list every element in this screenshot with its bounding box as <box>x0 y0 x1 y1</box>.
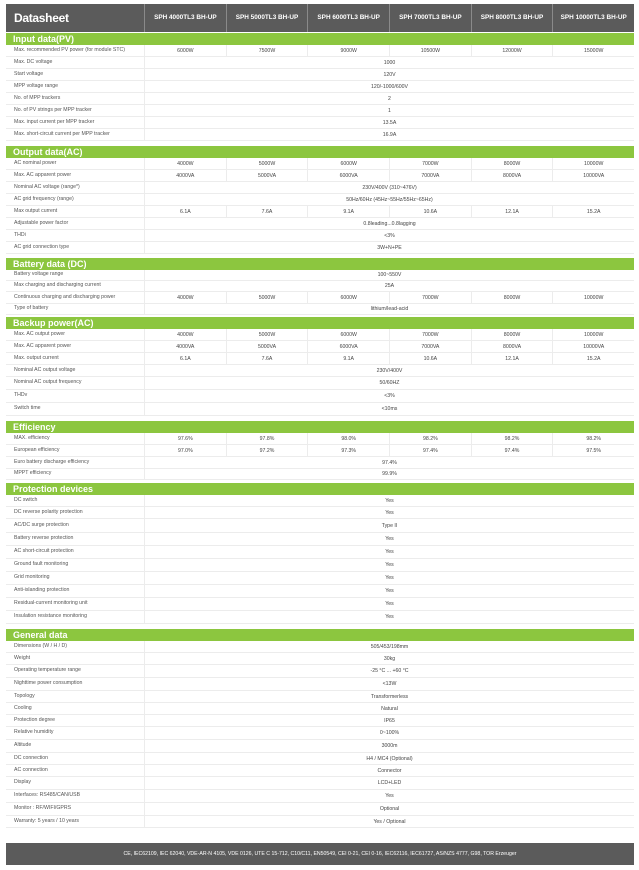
table-row <box>6 365 634 377</box>
row-value: 1000 <box>144 57 634 68</box>
table-row <box>6 433 634 445</box>
row-label: MAX. efficiency <box>14 434 50 441</box>
row-value: 0~100% <box>144 727 634 739</box>
table-row <box>6 182 634 194</box>
section-header: Input data(PV) <box>6 33 634 45</box>
row-label: AC connection <box>14 766 48 773</box>
row-value: 15.2A <box>552 353 634 364</box>
model-column-header: SPH 10000TL3 BH-UP <box>552 4 634 32</box>
table-row <box>6 691 634 703</box>
row-value: 4000W <box>144 158 226 169</box>
row-value: 97.0% <box>144 445 226 456</box>
row-value: Yes <box>144 546 634 558</box>
table-row <box>6 329 634 341</box>
row-label: DC reverse polarity protection <box>14 508 83 515</box>
row-value: Yes <box>144 507 634 518</box>
table-row <box>6 353 634 365</box>
table-row <box>6 572 634 585</box>
section-input-pv <box>6 33 634 141</box>
table-row <box>6 377 634 390</box>
row-label: Topology <box>14 692 35 699</box>
sections-container <box>6 33 634 828</box>
table-row <box>6 546 634 559</box>
row-label: Start voltage <box>14 70 44 77</box>
table-row <box>6 653 634 665</box>
row-value: 4000VA <box>144 341 226 352</box>
row-value: Connector <box>144 765 634 776</box>
row-label: Nighttime power consumption <box>14 680 83 687</box>
table-row <box>6 727 634 740</box>
row-value: IP65 <box>144 715 634 726</box>
table-row <box>6 777 634 790</box>
section-header: Battery data (DC) <box>6 258 634 270</box>
row-label: Relative humidity <box>14 729 54 736</box>
row-value: 98.0% <box>307 433 389 444</box>
row-label: Battery voltage range <box>14 271 64 278</box>
table-row <box>6 753 634 765</box>
table-row <box>6 69 634 81</box>
row-value: Transformerless <box>144 691 634 702</box>
row-value: 10500W <box>389 45 471 56</box>
row-value: 7500W <box>226 45 308 56</box>
row-label: Max. output current <box>14 354 59 361</box>
row-value: 97.5% <box>552 445 634 456</box>
table-row <box>6 117 634 129</box>
row-value: 97.2% <box>226 445 308 456</box>
table-row <box>6 445 634 457</box>
table-row <box>6 533 634 546</box>
row-value: 5000VA <box>226 170 308 181</box>
row-label: Insulation resistance monitoring <box>14 613 87 620</box>
row-label: Switch time <box>14 405 41 412</box>
row-value: 10000W <box>552 292 634 303</box>
row-value: 3000m <box>144 740 634 752</box>
table-row <box>6 765 634 777</box>
row-label: Max. DC voltage <box>14 58 53 65</box>
row-value: 7000W <box>389 292 471 303</box>
row-label: Max. recommended PV power (for module STC) <box>14 46 125 53</box>
section-header: General data <box>6 629 634 641</box>
row-label: DC connection <box>14 754 49 761</box>
model-column-header: SPH 5000TL3 BH-UP <box>226 4 308 32</box>
table-row <box>6 403 634 416</box>
row-value: 6000VA <box>307 170 389 181</box>
row-value: Type II <box>144 519 634 532</box>
row-label: DC switch <box>14 496 38 503</box>
row-value: 4000W <box>144 292 226 303</box>
row-label: Max output current <box>14 207 58 214</box>
row-value: 8000VA <box>471 170 553 181</box>
row-value: 5000VA <box>226 341 308 352</box>
row-label: Max. AC apparent power <box>14 171 72 178</box>
row-value: 10000VA <box>552 341 634 352</box>
row-value: 98.2% <box>389 433 471 444</box>
table-row <box>6 495 634 507</box>
row-value: Yes / Optional <box>144 816 634 827</box>
table-row <box>6 281 634 292</box>
row-label: AC grid connection type <box>14 243 70 250</box>
table-row <box>6 170 634 182</box>
row-label: Ground fault monitoring <box>14 561 69 568</box>
row-value: 10.6A <box>389 353 471 364</box>
row-value: 30kg <box>144 653 634 664</box>
row-value: 5000W <box>226 158 308 169</box>
row-value: 100~550V <box>144 270 634 280</box>
table-row <box>6 816 634 828</box>
row-value: 97.3% <box>307 445 389 456</box>
table-row <box>6 703 634 715</box>
section-header: Efficiency <box>6 421 634 433</box>
table-row <box>6 218 634 230</box>
row-label: AC grid frequency (range) <box>14 195 74 202</box>
row-label: Weight <box>14 654 31 661</box>
row-value: Yes <box>144 598 634 610</box>
table-row <box>6 230 634 242</box>
row-label: Max. AC apparent power <box>14 342 72 349</box>
row-value: Yes <box>144 611 634 623</box>
row-value: 0.8leading...0.8lagging <box>144 218 634 229</box>
row-label: Adjustable power factor <box>14 219 69 226</box>
row-label: Battery reverse protection <box>14 535 74 542</box>
row-value: 8000W <box>471 292 553 303</box>
row-label: Max. AC output power <box>14 330 66 337</box>
row-value: 1 <box>144 105 634 116</box>
row-label: Euro battery discharge efficiency <box>14 458 90 465</box>
row-label: Nominal AC output frequency <box>14 379 82 386</box>
row-value: -25 °C ... +60 °C <box>144 665 634 677</box>
row-value: 50Hz/60Hz (45Hz~55Hz/55Hz~65Hz) <box>144 194 634 205</box>
table-row <box>6 740 634 753</box>
table-row <box>6 715 634 727</box>
row-value: 4000W <box>144 329 226 340</box>
row-value: 6000W <box>307 292 389 303</box>
row-value: 6000W <box>144 45 226 56</box>
row-label: European efficiency <box>14 446 60 453</box>
row-value: 7000VA <box>389 170 471 181</box>
row-value: Yes <box>144 533 634 545</box>
row-value: 9.1A <box>307 206 389 217</box>
row-label: Display <box>14 779 32 786</box>
row-value: 10000W <box>552 329 634 340</box>
row-value: 15000W <box>552 45 634 56</box>
row-value: 120V <box>144 69 634 80</box>
table-row <box>6 81 634 93</box>
row-value: 8000W <box>471 158 553 169</box>
row-value: 3W+N+PE <box>144 242 634 253</box>
table-row <box>6 678 634 691</box>
model-column-header: SPH 6000TL3 BH-UP <box>307 4 389 32</box>
row-value: <13W <box>144 678 634 690</box>
table-row <box>6 194 634 206</box>
table-row <box>6 585 634 598</box>
row-value: Natural <box>144 703 634 714</box>
row-label: Monitor : RF/WIFI/GPRS <box>14 805 72 812</box>
table-row <box>6 559 634 572</box>
datasheet-table <box>6 4 634 828</box>
row-value: 97.8% <box>226 433 308 444</box>
row-label: AC/DC surge protection <box>14 521 69 528</box>
row-value: 98.2% <box>552 433 634 444</box>
row-label: MPP voltage range <box>14 82 59 89</box>
row-value: 6000VA <box>307 341 389 352</box>
row-value: 25A <box>144 281 634 291</box>
table-row <box>6 242 634 254</box>
row-value: 13.5A <box>144 117 634 128</box>
table-row <box>6 469 634 480</box>
section-header: Protection devices <box>6 483 634 495</box>
section-output-ac <box>6 146 634 254</box>
row-value: 5000W <box>226 292 308 303</box>
row-value: Optional <box>144 803 634 815</box>
section-header: Backup power(AC) <box>6 317 634 329</box>
table-row <box>6 457 634 469</box>
table-row <box>6 790 634 803</box>
section-battery-dc <box>6 258 634 315</box>
row-label: AC short-circuit protection <box>14 548 74 555</box>
table-row <box>6 598 634 611</box>
row-value: 120/-1000/600V <box>144 81 634 92</box>
table-row <box>6 57 634 69</box>
row-value: 12.1A <box>471 206 553 217</box>
row-value: <3% <box>144 390 634 402</box>
row-label: Interfaces: RS485/CAN/USB <box>14 792 81 799</box>
row-value: Yes <box>144 559 634 571</box>
row-value: 10000VA <box>552 170 634 181</box>
row-label: Nominal AC output voltage <box>14 366 76 373</box>
row-value: 99.9% <box>144 469 634 479</box>
row-label: Max. short-circuit current per MPP tracker <box>14 130 110 137</box>
table-row <box>6 507 634 519</box>
row-value: 7000VA <box>389 341 471 352</box>
row-value: 10000W <box>552 158 634 169</box>
row-value: 97.6% <box>144 433 226 444</box>
row-label: No. of MPP trackers <box>14 94 61 101</box>
row-label: No. of PV strings per MPP tracker <box>14 106 92 113</box>
row-value: 10.6A <box>389 206 471 217</box>
row-value: 97.4% <box>144 457 634 468</box>
row-value: 9.1A <box>307 353 389 364</box>
row-label: THDi <box>14 231 26 238</box>
row-value: 7.6A <box>226 206 308 217</box>
row-value: 6000W <box>307 158 389 169</box>
table-header <box>6 4 634 32</box>
table-row <box>6 611 634 624</box>
row-label: Operating temperature range <box>14 667 81 674</box>
row-value: 97.4% <box>471 445 553 456</box>
model-column-header: SPH 7000TL3 BH-UP <box>389 4 471 32</box>
section-backup-power <box>6 317 634 416</box>
row-value: Yes <box>144 585 634 597</box>
row-value: <10ms <box>144 403 634 415</box>
row-value: 8000VA <box>471 341 553 352</box>
table-row <box>6 270 634 281</box>
row-value: 6.1A <box>144 206 226 217</box>
row-value: LCD+LED <box>144 777 634 789</box>
row-value: 16.9A <box>144 129 634 140</box>
row-value: 98.2% <box>471 433 553 444</box>
table-row <box>6 45 634 57</box>
row-label: Cooling <box>14 704 32 711</box>
row-value: 2 <box>144 93 634 104</box>
row-label: MPPT efficiency <box>14 470 52 477</box>
table-row <box>6 390 634 403</box>
row-value: 4000VA <box>144 170 226 181</box>
row-label: AC nominal power <box>14 159 57 166</box>
row-value: 12000W <box>471 45 553 56</box>
row-value: 5000W <box>226 329 308 340</box>
table-row <box>6 158 634 170</box>
row-label: Altitude <box>14 742 32 749</box>
row-value: 6.1A <box>144 353 226 364</box>
row-value: <3% <box>144 230 634 241</box>
section-efficiency <box>6 421 634 480</box>
row-label: Warranty: 5 years / 10 years <box>14 817 79 824</box>
table-row <box>6 341 634 353</box>
row-value: H4 / MC4 (Optional) <box>144 753 634 764</box>
row-value: 9000W <box>307 45 389 56</box>
row-value: 7000W <box>389 329 471 340</box>
row-label: THDv <box>14 392 28 399</box>
row-value: lithium/lead-acid <box>144 304 634 314</box>
row-value: 6000W <box>307 329 389 340</box>
row-value: 97.4% <box>389 445 471 456</box>
table-row <box>6 93 634 105</box>
table-row <box>6 665 634 678</box>
row-value: 505/453/198mm <box>144 641 634 652</box>
row-label: Anti-islanding protection <box>14 587 70 594</box>
row-value: 7.6A <box>226 353 308 364</box>
model-column-header: SPH 8000TL3 BH-UP <box>471 4 553 32</box>
row-value: Yes <box>144 572 634 584</box>
table-row <box>6 519 634 533</box>
row-value: Yes <box>144 790 634 802</box>
row-value: 230V/400V (310~476V) <box>144 182 634 193</box>
section-header: Output data(AC) <box>6 146 634 158</box>
row-value: 15.2A <box>552 206 634 217</box>
row-value: 7000W <box>389 158 471 169</box>
table-row <box>6 105 634 117</box>
table-row <box>6 206 634 218</box>
row-label: Residual-current monitoring unit <box>14 600 88 607</box>
row-label: Grid monitoring <box>14 574 50 581</box>
row-label: Max charging and discharging current <box>14 282 101 289</box>
table-row <box>6 292 634 304</box>
table-row <box>6 129 634 141</box>
certifications-footer: CE, IEC62109, IEC 62040, VDE-AR-N 4105, VDE 0126, UTE C 15-712, C10/C11, EN50549, CEI 0-21, CEI 0-16, IEC62116, IEC61727, AS/NZS 4777, G98, TOR Erzeuger <box>6 843 634 865</box>
table-row <box>6 641 634 653</box>
row-value: Yes <box>144 495 634 506</box>
row-label: Nominal AC voltage (range*) <box>14 183 80 190</box>
table-row <box>6 803 634 816</box>
row-value: 230V/400V <box>144 365 634 376</box>
row-value: 12.1A <box>471 353 553 364</box>
row-label: Max. input current per MPP tracker <box>14 118 95 125</box>
section-protection-devices <box>6 483 634 624</box>
row-label: Dimensions (W / H / D) <box>14 642 68 649</box>
row-label: Protection degree <box>14 716 55 723</box>
row-label: Type of battery <box>14 305 49 312</box>
section-general-data <box>6 629 634 828</box>
row-label: Continuous charging and discharging power <box>14 293 116 300</box>
page-title: Datasheet <box>14 11 69 25</box>
model-column-header: SPH 4000TL3 BH-UP <box>144 4 226 32</box>
row-value: 50/60HZ <box>144 377 634 389</box>
table-row <box>6 304 634 315</box>
row-value: 8000W <box>471 329 553 340</box>
